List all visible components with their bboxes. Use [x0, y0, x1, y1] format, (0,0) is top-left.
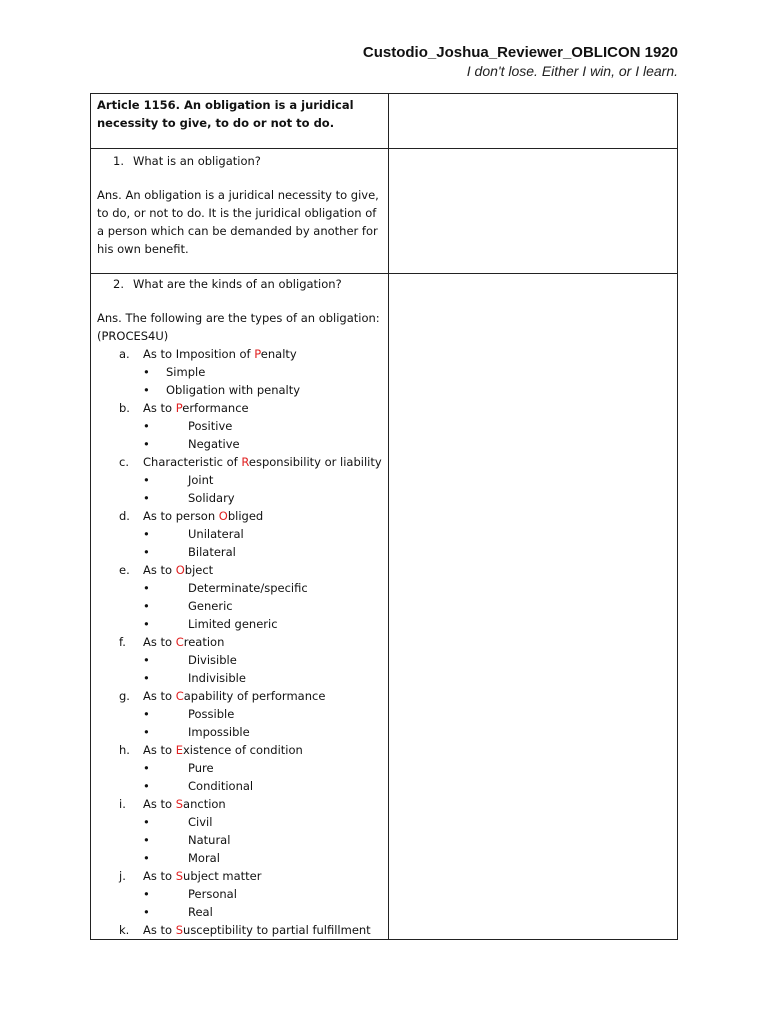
bullet-item	[97, 471, 382, 489]
bullet-item	[97, 849, 382, 867]
bullet-item	[97, 669, 382, 687]
document-title: Custodio_Joshua_Reviewer_OBLICON 1920	[362, 44, 678, 61]
table-row	[91, 274, 678, 940]
bullet-icon: •	[143, 581, 150, 595]
bullet-item	[97, 543, 382, 561]
mnemonic-letter: P	[175, 401, 183, 415]
bullet-text: Solidary	[188, 491, 235, 505]
bullet-item	[97, 525, 382, 543]
document-motto: I don't lose. Either I win, or I learn.	[466, 63, 678, 79]
bullet-text: Pure	[188, 761, 214, 775]
bullet-icon: •	[143, 725, 150, 739]
kind-label: Characteristic of Responsibility or liability	[143, 455, 382, 469]
kind-item	[97, 399, 382, 417]
kinds-list	[97, 345, 382, 939]
bullet-item	[97, 885, 382, 903]
mnemonic-letter: S	[175, 869, 184, 883]
article-text: Article 1156. An obligation is a juridical necessity to give, to do or not to do.	[97, 98, 354, 130]
bullet-text: Possible	[188, 707, 235, 721]
question-text: What are the kinds of an obligation?	[133, 277, 342, 291]
question-1	[97, 152, 382, 170]
question-number: 2.	[113, 277, 124, 291]
bullet-item	[97, 381, 382, 399]
notes-cell	[388, 274, 677, 940]
bullet-text: Conditional	[188, 779, 254, 793]
kind-letter: i.	[119, 797, 126, 811]
bullet-text: Divisible	[188, 653, 237, 667]
bullet-item	[97, 417, 382, 435]
bullet-text: Negative	[188, 437, 240, 451]
article-cell	[91, 94, 389, 149]
bullet-icon: •	[143, 617, 150, 631]
bullet-icon: •	[143, 437, 150, 451]
bullet-text: Simple	[166, 365, 206, 379]
bullet-icon: •	[143, 473, 150, 487]
answer-intro: Ans. The following are the types of an obligation: (PROCES4U)	[97, 311, 380, 343]
kind-letter: h.	[119, 743, 130, 757]
bullet-text: Generic	[188, 599, 233, 613]
question-text: What is an obligation?	[133, 154, 261, 168]
bullet-icon: •	[143, 365, 150, 379]
bullet-text: Limited generic	[188, 617, 278, 631]
kind-item	[97, 561, 382, 579]
kind-label: As to person Obliged	[143, 509, 264, 523]
bullet-icon: •	[143, 545, 150, 559]
bullet-icon: •	[143, 599, 150, 613]
question-2	[97, 275, 382, 293]
bullet-text: Obligation with penalty	[166, 383, 301, 397]
question-cell	[91, 149, 389, 274]
kind-item	[97, 507, 382, 525]
bullet-icon: •	[143, 761, 150, 775]
kind-item	[97, 633, 382, 651]
bullet-text: Impossible	[188, 725, 250, 739]
bullet-icon: •	[143, 653, 150, 667]
mnemonic-letter: R	[241, 455, 249, 469]
bullet-text: Civil	[188, 815, 213, 829]
mnemonic-letter: C	[175, 635, 184, 649]
bullet-icon: •	[143, 527, 150, 541]
mnemonic-letter: P	[254, 347, 261, 361]
bullet-item	[97, 759, 382, 777]
kind-item	[97, 867, 382, 885]
bullet-item	[97, 597, 382, 615]
mnemonic-letter: E	[175, 743, 183, 757]
bullet-text: Personal	[188, 887, 237, 901]
bullet-text: Natural	[188, 833, 231, 847]
bullet-icon: •	[143, 905, 150, 919]
kind-label: As to Subject matter	[143, 869, 262, 883]
bullet-text: Determinate/specific	[188, 581, 308, 595]
kind-item	[97, 687, 382, 705]
kind-letter: c.	[119, 455, 129, 469]
bullet-icon: •	[143, 491, 150, 505]
bullet-item	[97, 705, 382, 723]
bullet-icon: •	[143, 815, 150, 829]
kind-letter: e.	[119, 563, 130, 577]
mnemonic-letter: S	[175, 797, 184, 811]
kind-item	[97, 921, 382, 939]
reviewer-table	[90, 93, 678, 940]
bullet-item	[97, 363, 382, 381]
bullet-text: Bilateral	[188, 545, 236, 559]
kind-item	[97, 345, 382, 363]
bullet-icon: •	[143, 383, 150, 397]
kind-letter: f.	[119, 635, 126, 649]
notes-cell	[388, 149, 677, 274]
bullet-item	[97, 813, 382, 831]
mnemonic-letter: C	[175, 689, 184, 703]
bullet-item	[97, 651, 382, 669]
bullet-item	[97, 489, 382, 507]
bullet-icon: •	[143, 887, 150, 901]
bullet-item	[97, 831, 382, 849]
bullet-item	[97, 777, 382, 795]
table-row	[91, 94, 678, 149]
bullet-icon: •	[143, 419, 150, 433]
bullet-text: Indivisible	[188, 671, 246, 685]
kind-label: As to Object	[143, 563, 214, 577]
kind-item	[97, 795, 382, 813]
kind-item	[97, 741, 382, 759]
kind-label: As to Sanction	[143, 797, 226, 811]
bullet-item	[97, 435, 382, 453]
bullet-item	[97, 615, 382, 633]
bullet-icon: •	[143, 779, 150, 793]
bullet-text: Moral	[188, 851, 220, 865]
kind-label: As to Creation	[143, 635, 225, 649]
kind-letter: j.	[119, 869, 126, 883]
kind-label: As to Susceptibility to partial fulfillment	[143, 923, 371, 937]
kind-label: As to Existence of condition	[143, 743, 303, 757]
bullet-text: Unilateral	[188, 527, 244, 541]
kind-item	[97, 453, 382, 471]
bullet-item	[97, 903, 382, 921]
answer-text: Ans. An obligation is a juridical necessity to give, to do, or not to do. It is the juridical obligation of a person which can be demanded by another for his own benefit.	[97, 188, 379, 256]
bullet-text: Joint	[188, 473, 214, 487]
bullet-icon: •	[143, 671, 150, 685]
mnemonic-letter: O	[175, 563, 185, 577]
bullet-text: Positive	[188, 419, 233, 433]
kind-letter: k.	[119, 923, 130, 937]
mnemonic-letter: S	[175, 923, 184, 937]
bullet-item	[97, 579, 382, 597]
kind-label: As to Performance	[143, 401, 249, 415]
kind-letter: b.	[119, 401, 130, 415]
kind-label: As to Capability of performance	[143, 689, 326, 703]
bullet-icon: •	[143, 851, 150, 865]
notes-cell	[388, 94, 677, 149]
kind-label: As to Imposition of Penalty	[143, 347, 297, 361]
bullet-item	[97, 723, 382, 741]
kind-letter: g.	[119, 689, 130, 703]
kind-letter: d.	[119, 509, 130, 523]
bullet-icon: •	[143, 707, 150, 721]
table-row	[91, 149, 678, 274]
bullet-icon: •	[143, 833, 150, 847]
question-number: 1.	[113, 154, 124, 168]
mnemonic-letter: O	[218, 509, 228, 523]
question-cell	[91, 274, 389, 940]
kind-letter: a.	[119, 347, 130, 361]
bullet-text: Real	[188, 905, 213, 919]
document-header	[363, 43, 678, 80]
